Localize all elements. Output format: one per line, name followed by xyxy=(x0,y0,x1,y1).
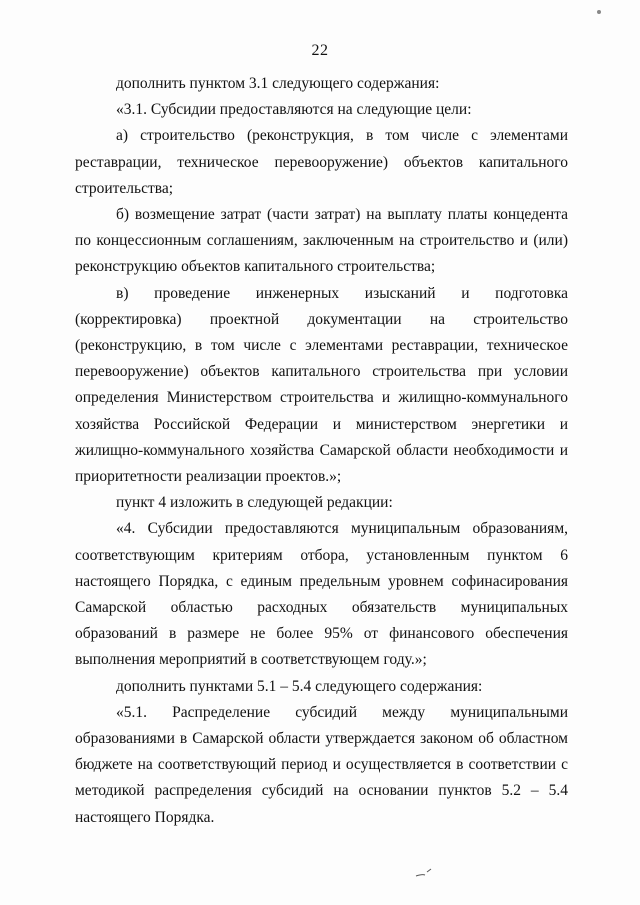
document-body xyxy=(75,71,568,831)
paragraph-item-v: в) проведение инженерных изысканий и подготовка (корректировка) проектной документации на строительство (реконструкцию, в том числе с элементами реставрации, техническое перевооружение) объектов капитального строительства при условии определения Министерством строительства и жилищно-коммунального хозяйства Российской Федерации и министерством энергетики и жилищно-коммунального хозяйства Самарской области необходимости и приоритетности реализации проектов.»; xyxy=(75,284,568,486)
paragraph-clause-4-intro: пункт 4 изложить в следующей редакции: xyxy=(116,494,393,512)
paragraph-add-clauses-5: дополнить пунктами 5.1 – 5.4 следующего содержания: xyxy=(116,677,483,695)
paragraph-item-b: б) возмещение затрат (части затрат) на выплату платы концедента по концессионным соглашениям, заключенным на строительство и (или) реконструкцию объектов капитального строительства; xyxy=(75,206,568,276)
paragraph-add-clause-3-1: дополнить пунктом 3.1 следующего содержания: xyxy=(116,75,440,92)
scan-stroke-mark xyxy=(414,866,434,880)
paragraph-clause-5-1: «5.1. Распределение субсидий между муниципальными образованиями в Самарской области утверждается законом об областном бюджете на соответствующий период и осуществляется в соответствии с методикой распределения субсидий на основании пунктов 5.2 – 5.4 настоящего Порядка. xyxy=(75,703,568,826)
paragraph-item-a: а) строительство (реконструкция, в том числе с элементами реставрации, техническое перевооружение) объектов капитального строительства; xyxy=(75,127,568,197)
scan-dot-mark xyxy=(597,10,601,14)
paragraph-clause-4: «4. Субсидии предоставляются муниципальным образованиям, соответствующим критериям отбора, установленным пунктом 6 настоящего Порядка, с единым предельным уровнем софинасирования Самарской областью расходных обязательств муниципальных образований в размере не более 95% от финансового обеспечения выполнения мероприятий в соответствующем году.»; xyxy=(75,520,568,669)
page-number: 22 xyxy=(311,42,329,59)
paragraph-clause-3-1: «3.1. Субсидии предоставляются на следующие цели: xyxy=(116,101,472,119)
